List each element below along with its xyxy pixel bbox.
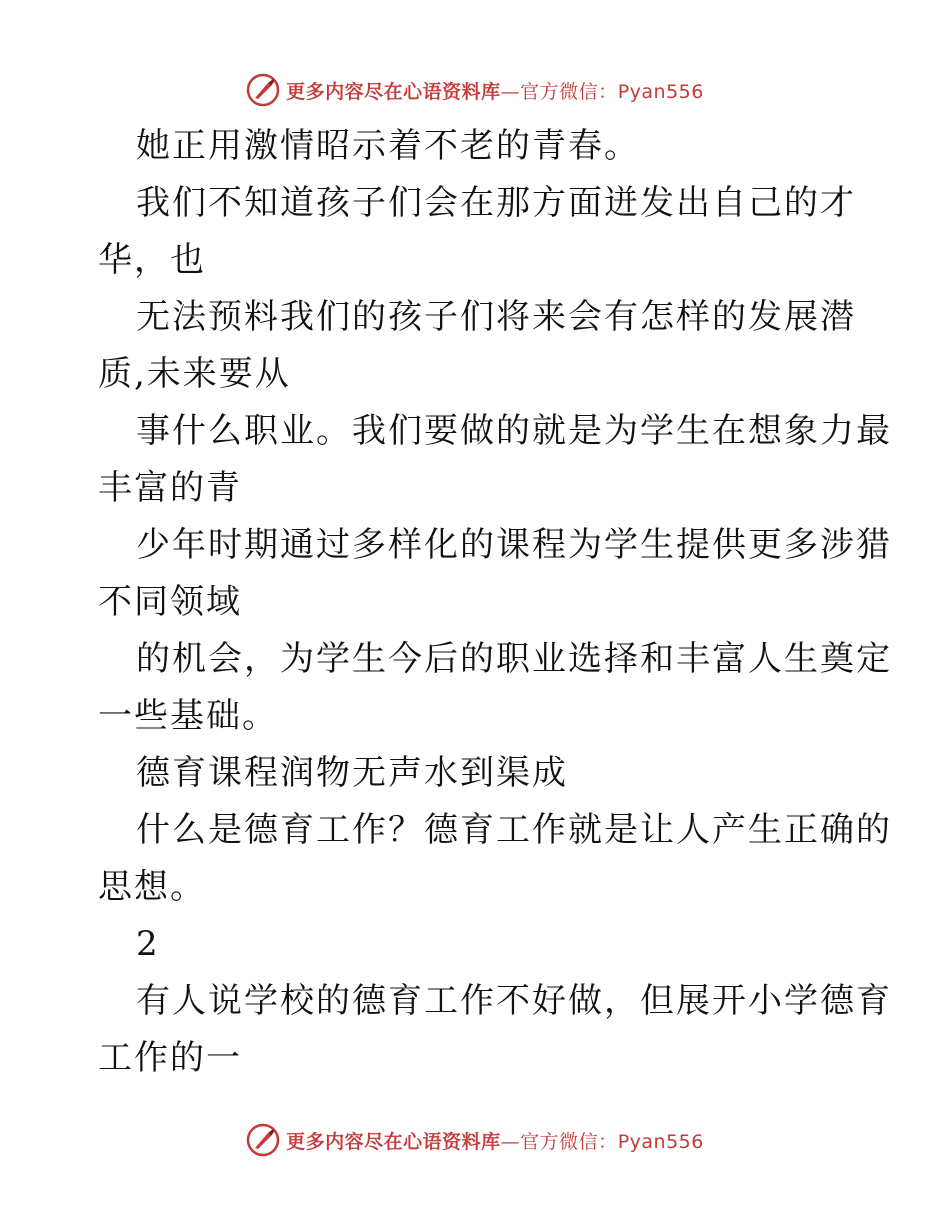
text-line: 我们不知道孩子们会在那方面迸发出自己的才 xyxy=(136,183,856,223)
watermark-header xyxy=(0,70,950,110)
text-line: 有人说学校的德育工作不好做，但展开小学德育 xyxy=(136,981,892,1021)
watermark-separator: — xyxy=(500,1130,521,1153)
text-line: 质,未来要从 xyxy=(98,354,291,394)
text-line: 她正用激情昭示着不老的青春。 xyxy=(136,126,640,166)
watermark-wechat-label: 官方微信： xyxy=(520,80,618,103)
watermark-separator: — xyxy=(500,80,521,103)
quill-seal-icon xyxy=(246,73,280,107)
watermark-wechat-id: Pyan556 xyxy=(617,80,704,103)
watermark-wechat-label: 官方微信： xyxy=(520,1130,618,1153)
document-body xyxy=(98,118,892,1087)
text-line: 少年时期通过多样化的课程为学生提供更多涉猎 xyxy=(136,525,892,565)
text-line: 丰富的青 xyxy=(98,468,242,508)
watermark-brand: 更多内容尽在心语资料库 xyxy=(286,1130,501,1153)
text-line: 一些基础。 xyxy=(98,696,278,736)
quill-seal-icon xyxy=(246,1123,280,1157)
page-number: 2 xyxy=(136,924,160,964)
text-line: 事什么职业。我们要做的就是为学生在想象力最 xyxy=(136,411,892,451)
text-line: 不同领域 xyxy=(98,582,242,622)
text-line: 无法预料我们的孩子们将来会有怎样的发展潜 xyxy=(136,297,856,337)
text-line: 思想。 xyxy=(98,867,206,907)
section-heading: 德育课程润物无声水到渠成 xyxy=(136,753,568,793)
text-line: 什么是德育工作？德育工作就是让人产生正确的 xyxy=(136,810,892,850)
watermark-footer xyxy=(0,1120,950,1160)
text-line: 的机会，为学生今后的职业选择和丰富人生奠定 xyxy=(136,639,892,679)
watermark-wechat-id: Pyan556 xyxy=(617,1130,704,1153)
text-line: 华，也 xyxy=(98,240,206,280)
watermark-brand: 更多内容尽在心语资料库 xyxy=(286,80,501,103)
text-line: 工作的一 xyxy=(98,1038,242,1078)
